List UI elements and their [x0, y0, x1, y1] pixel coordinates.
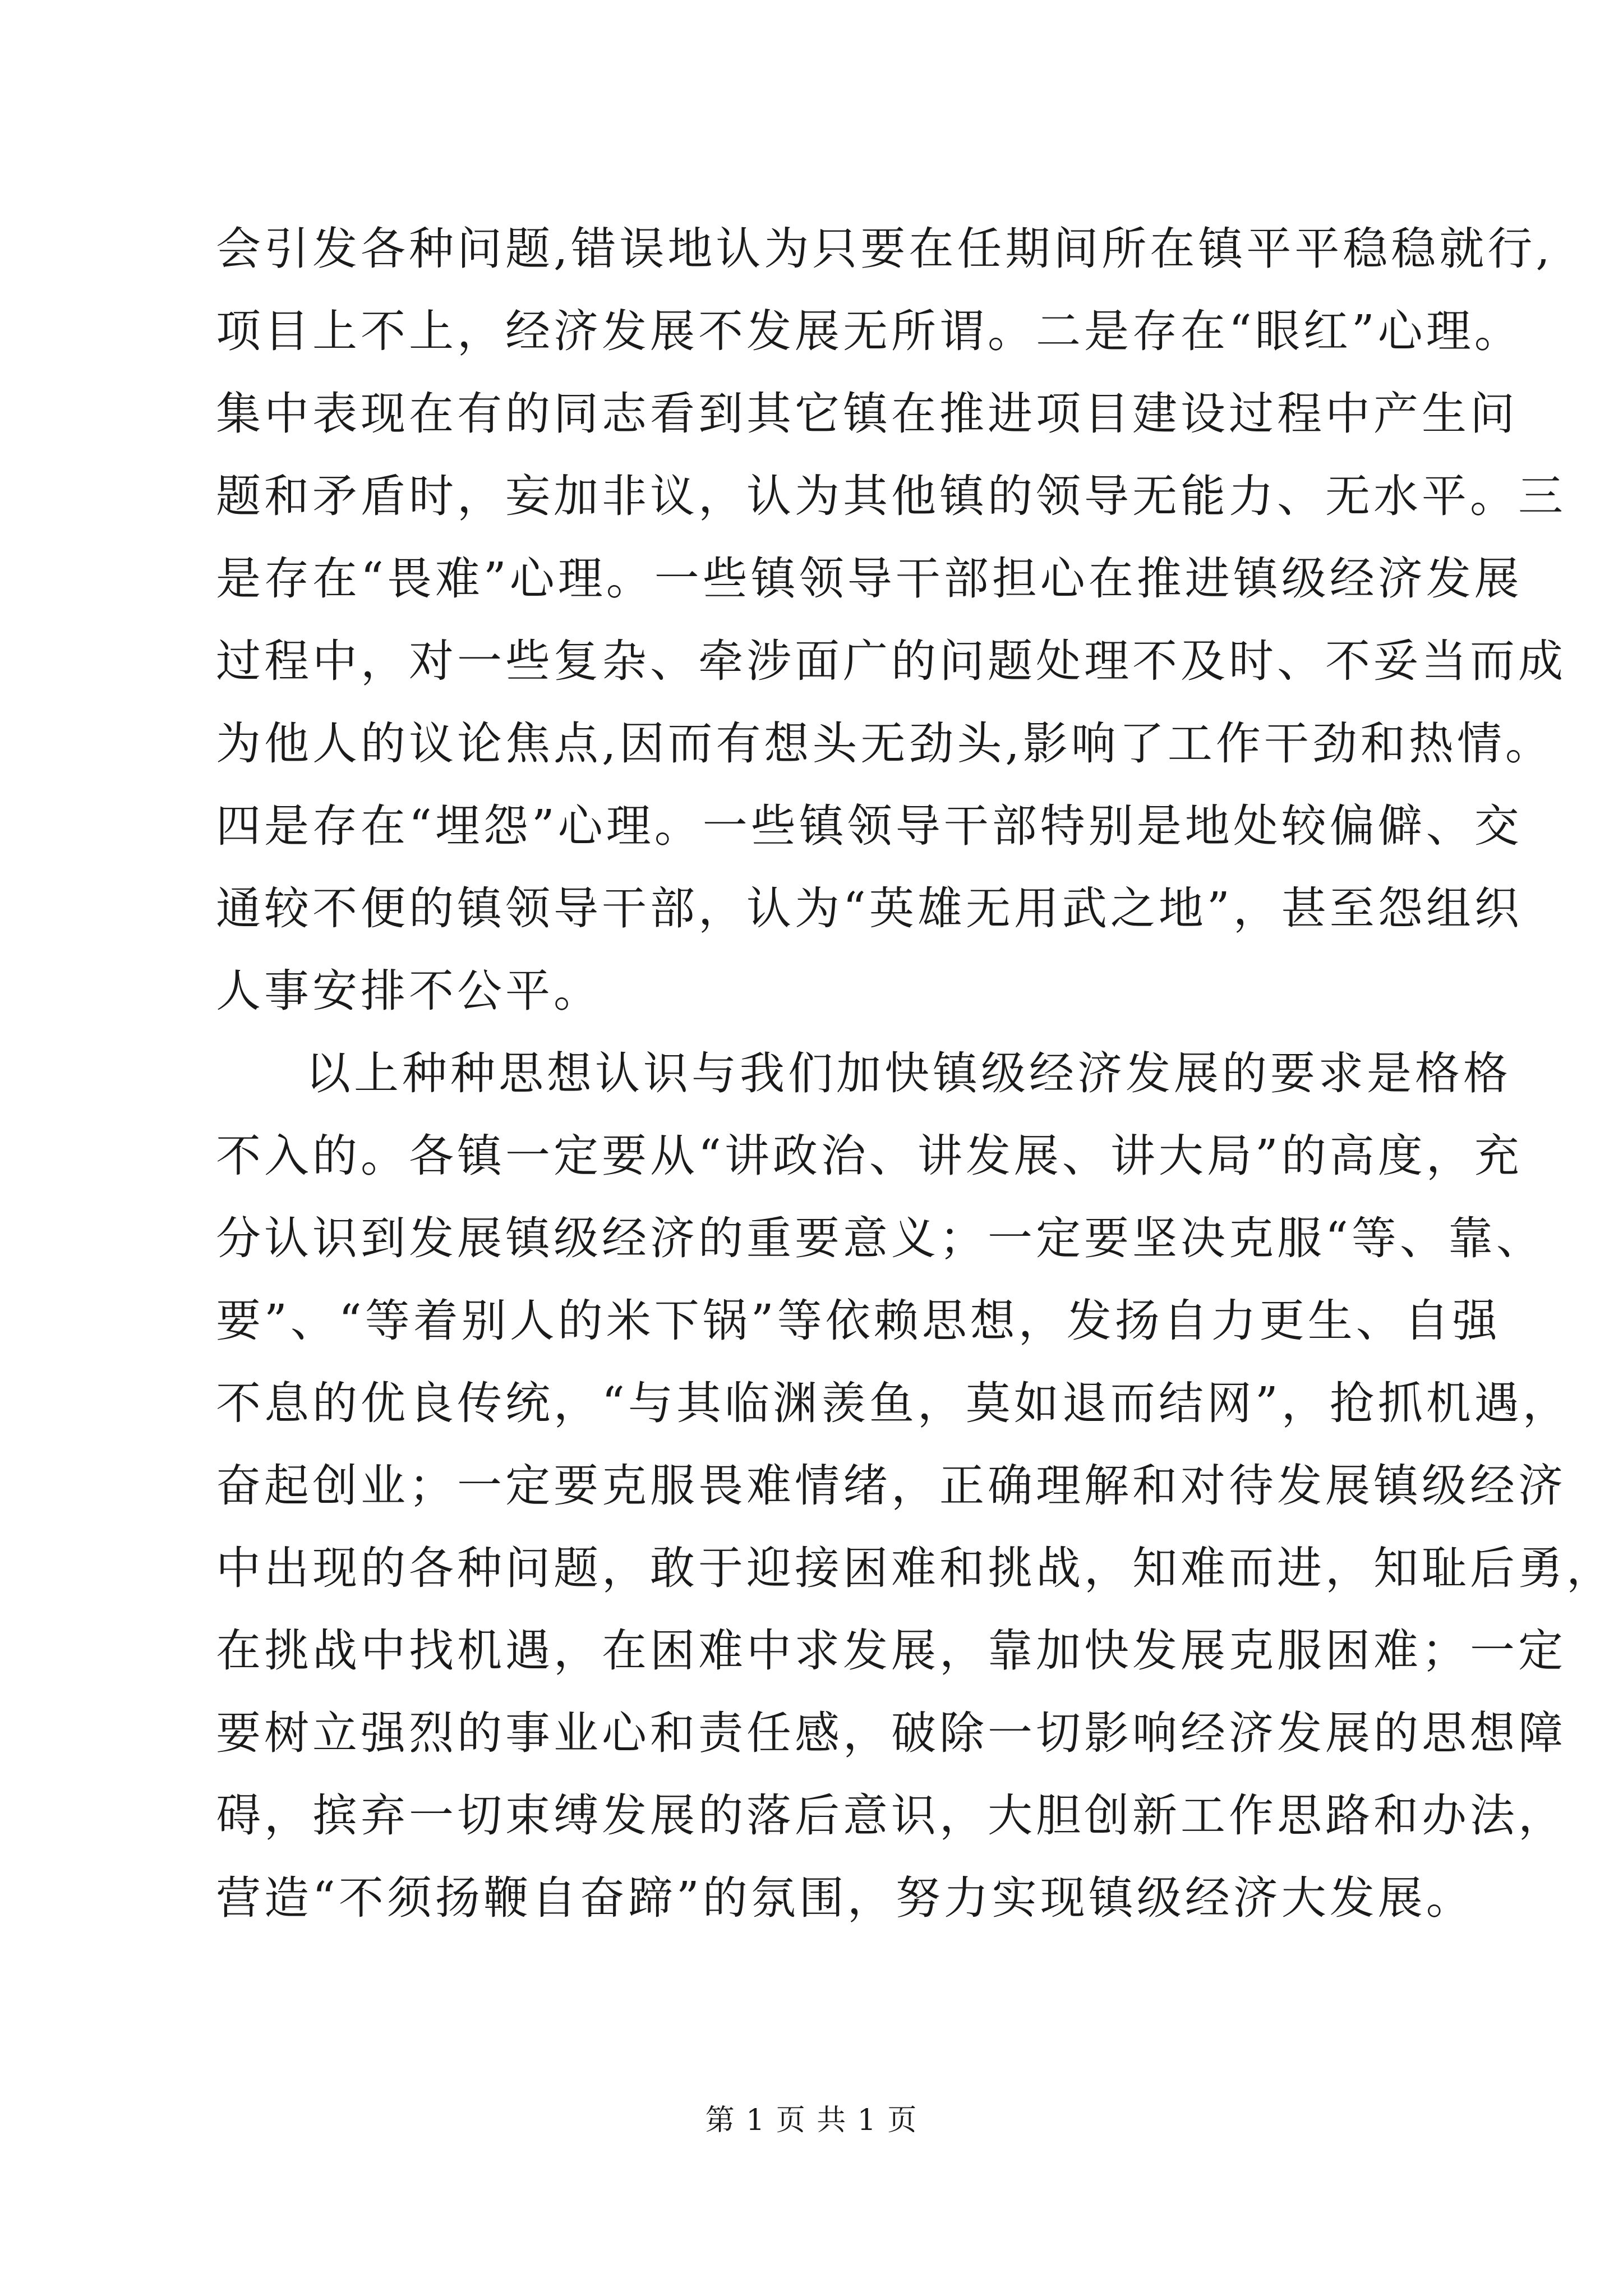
text-line-20: 碍，摈弃一切束缚发展的落后意识，大胆创新工作思路和办法， — [216, 1789, 1566, 1842]
text-line-13: 分认识到发展镇级经济的重要意义；一定要坚决克服“等、靠、 — [216, 1212, 1544, 1264]
text-line-15: 不息的优良传统，“与其临渊羡鱼，莫如退而结网”，抢抓机遇， — [216, 1377, 1571, 1429]
text-line-11: 以上种种思想认识与我们加快镇级经济发展的要求是格格 — [306, 1047, 1511, 1099]
page-number-footer: 第 1 页 共 1 页 — [705, 2104, 918, 2137]
text-line-3: 集中表现在有的同志看到其它镇在推进项目建设过程中产生问 — [216, 388, 1518, 440]
text-line-19: 要树立强烈的事业心和责任感，破除一切影响经济发展的思想障 — [216, 1707, 1566, 1759]
text-line-10: 人事安排不公平。 — [216, 965, 602, 1017]
text-line-9: 通较不便的镇领导干部，认为“英雄无用武之地”，甚至怨组织 — [216, 882, 1523, 935]
text-line-18: 在挑战中找机遇，在困难中求发展，靠加快发展克服困难；一定 — [216, 1625, 1566, 1677]
text-line-16: 奋起创业；一定要克服畏难情绪，正确理解和对待发展镇级经济 — [216, 1460, 1566, 1512]
text-line-17: 中出现的各种问题，敢于迎接困难和挑战，知难而进，知耻后勇， — [216, 1542, 1615, 1594]
text-line-7: 为他人的议论焦点,因而有想头无劲头,影响了工作干劲和热情。 — [216, 717, 1553, 770]
text-line-12: 不入的。各镇一定要从“讲政治、讲发展、讲大局”的高度，充 — [216, 1130, 1523, 1182]
text-line-21: 营造“不须扬鞭自奋蹄”的氛围，努力实现镇级经济大发展。 — [216, 1872, 1474, 1924]
text-line-4: 题和矛盾时，妄加非议，认为其他镇的领导无能力、无水平。三 — [216, 470, 1566, 522]
text-line-2: 项目上不上，经济发展不发展无所谓。二是存在“眼红”心理。 — [216, 305, 1523, 357]
text-line-6: 过程中，对一些复杂、牵涉面广的问题处理不及时、不妥当而成 — [216, 635, 1566, 687]
text-line-1: 会引发各种问题,错误地认为只要在任期间所在镇平平稳稳就行, — [216, 223, 1553, 275]
text-line-14: 要”、“等着别人的米下锅”等依赖思想，发扬自力更生、自强 — [216, 1295, 1501, 1347]
text-line-8: 四是存在“埋怨”心理。一些镇领导干部特别是地处较偏僻、交 — [216, 800, 1523, 852]
document-body — [216, 208, 1615, 1939]
text-line-5: 是存在“畏难”心理。一些镇领导干部担心在推进镇级经济发展 — [216, 553, 1523, 605]
